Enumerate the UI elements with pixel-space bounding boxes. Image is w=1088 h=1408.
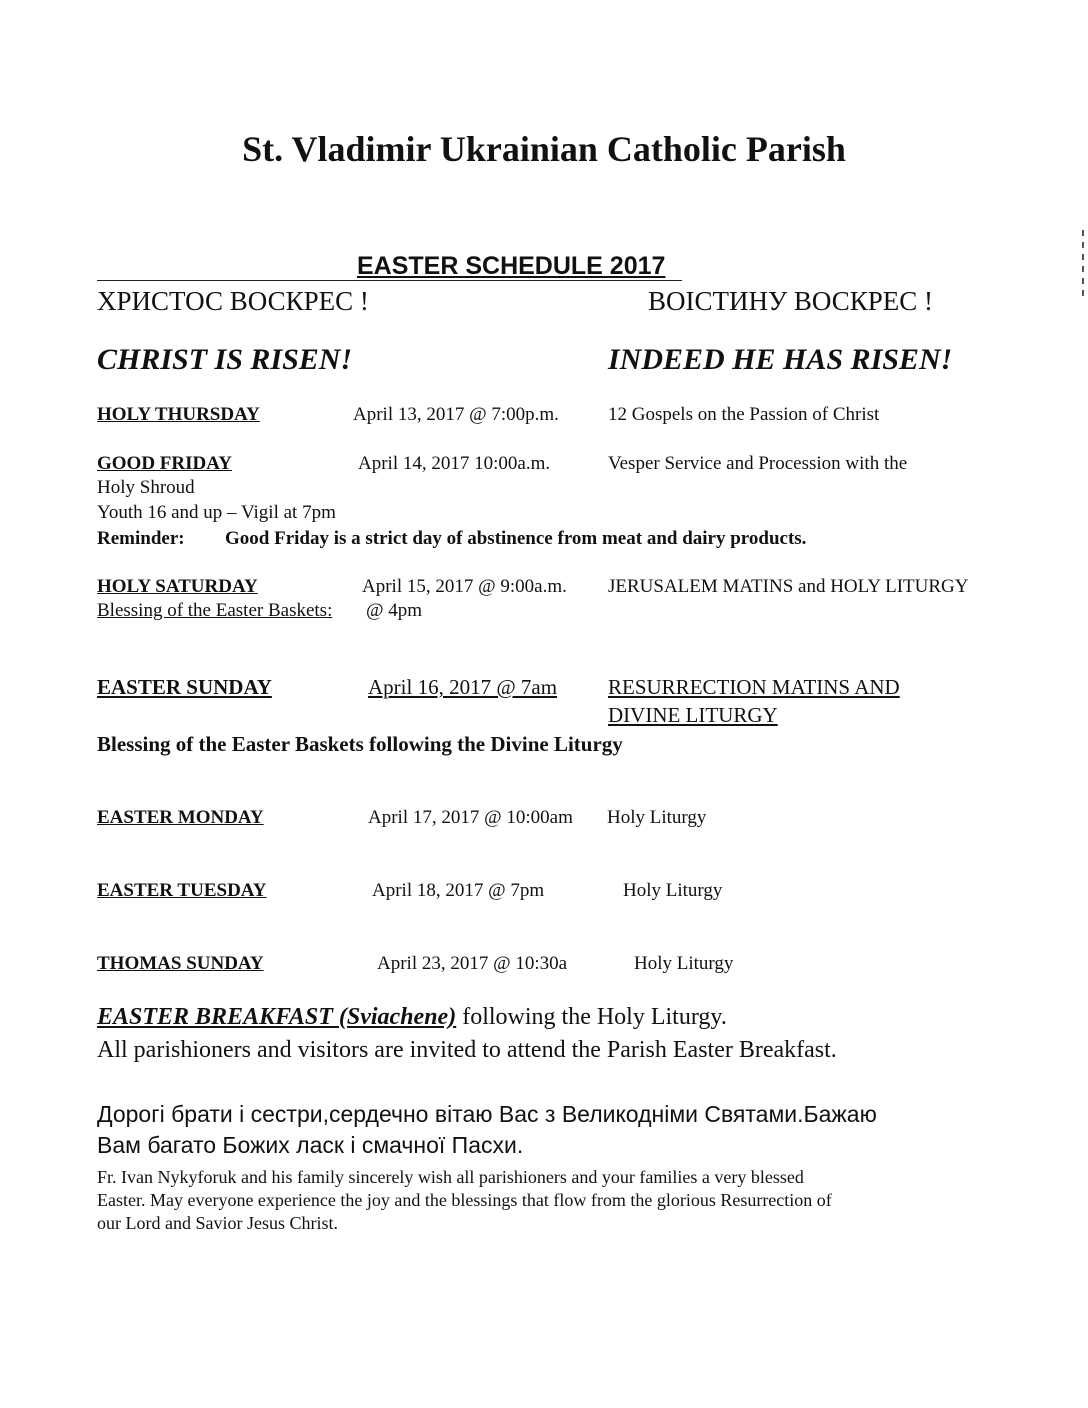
good-friday-event: Vesper Service and Procession with the [608,453,908,474]
greeting-ukr-left: ХРИСТОС ВОСКРЕС ! [97,286,369,316]
greeting-eng-right: INDEED HE HAS RISEN! [608,343,953,376]
greeting-eng-left: CHRIST IS RISEN! [97,343,353,376]
scan-edge-mark [1082,230,1084,300]
easter-monday-event: Holy Liturgy [607,807,707,828]
holy-saturday-blessing-time: @ 4pm [366,600,423,621]
thomas-sunday-label: THOMAS SUNDAY [97,953,264,974]
holy-thursday-event: 12 Gospels on the Passion of Christ [608,404,880,425]
thomas-sunday-date: April 23, 2017 @ 10:30a [377,953,568,974]
good-friday-event-cont: Holy Shroud [97,477,195,498]
breakfast-invite: All parishioners and visitors are invited to attend the Parish Easter Breakfast. [97,1037,837,1063]
eng-message-line3: our Lord and Savior Jesus Christ. [97,1213,338,1233]
good-friday-youth: Youth 16 and up – Vigil at 7pm [97,502,336,523]
good-friday-reminder-text: Good Friday is a strict day of abstinence from meat and dairy products. [225,528,807,549]
holy-saturday-date: April 15, 2017 @ 9:00a.m. [362,576,567,597]
breakfast-line [97,1004,727,1031]
easter-sunday-event-line1: RESURRECTION MATINS AND [608,675,900,699]
good-friday-reminder-label: Reminder: [97,528,185,549]
easter-tuesday-date: April 18, 2017 @ 7pm [372,880,545,901]
easter-tuesday-event: Holy Liturgy [623,880,723,901]
thomas-sunday-event: Holy Liturgy [634,953,734,974]
breakfast-title: EASTER BREAKFAST (Sviachene) [97,1004,457,1030]
ukr-message-line2: Вам багато Божих ласк і смачної Пасхи. [97,1132,524,1158]
schedule-title: EASTER SCHEDULE 2017 [357,252,666,280]
good-friday-label: GOOD FRIDAY [97,453,232,474]
eng-message-line2: Easter. May everyone experience the joy and the blessings that flow from the glorious Resurrection of [97,1190,832,1210]
easter-tuesday-label: EASTER TUESDAY [97,880,267,901]
easter-sunday-label: EASTER SUNDAY [97,675,272,699]
holy-saturday-event: JERUSALEM MATINS and HOLY LITURGY [608,576,969,597]
ukr-message-line1: Дорогі брати і сестри,сердечно вітаю Вас з Великодніми Святами.Бажаю [97,1101,877,1127]
easter-sunday-event-line2: DIVINE LITURGY [608,703,778,727]
holy-saturday-blessing-label: Blessing of the Easter Baskets: [97,600,333,621]
good-friday-date: April 14, 2017 10:00a.m. [358,453,551,474]
easter-monday-label: EASTER MONDAY [97,807,264,828]
eng-message-line1: Fr. Ivan Nykyforuk and his family sincerely wish all parishioners and your families a very blessed [97,1167,804,1187]
easter-sunday-blessing: Blessing of the Easter Baskets following the Divine Liturgy [97,732,623,756]
holy-thursday-date: April 13, 2017 @ 7:00p.m. [353,404,559,425]
holy-thursday-label: HOLY THURSDAY [97,404,260,425]
page-title: St. Vladimir Ukrainian Catholic Parish [242,129,846,169]
breakfast-title-rest: following the Holy Liturgy. [456,1004,727,1030]
holy-saturday-label: HOLY SATURDAY [97,576,258,597]
easter-sunday-date: April 16, 2017 @ 7am [368,675,558,699]
greeting-ukr-right: ВОІСТИНУ ВОСКРЕС ! [648,286,933,316]
easter-monday-date: April 17, 2017 @ 10:00am [368,807,573,828]
